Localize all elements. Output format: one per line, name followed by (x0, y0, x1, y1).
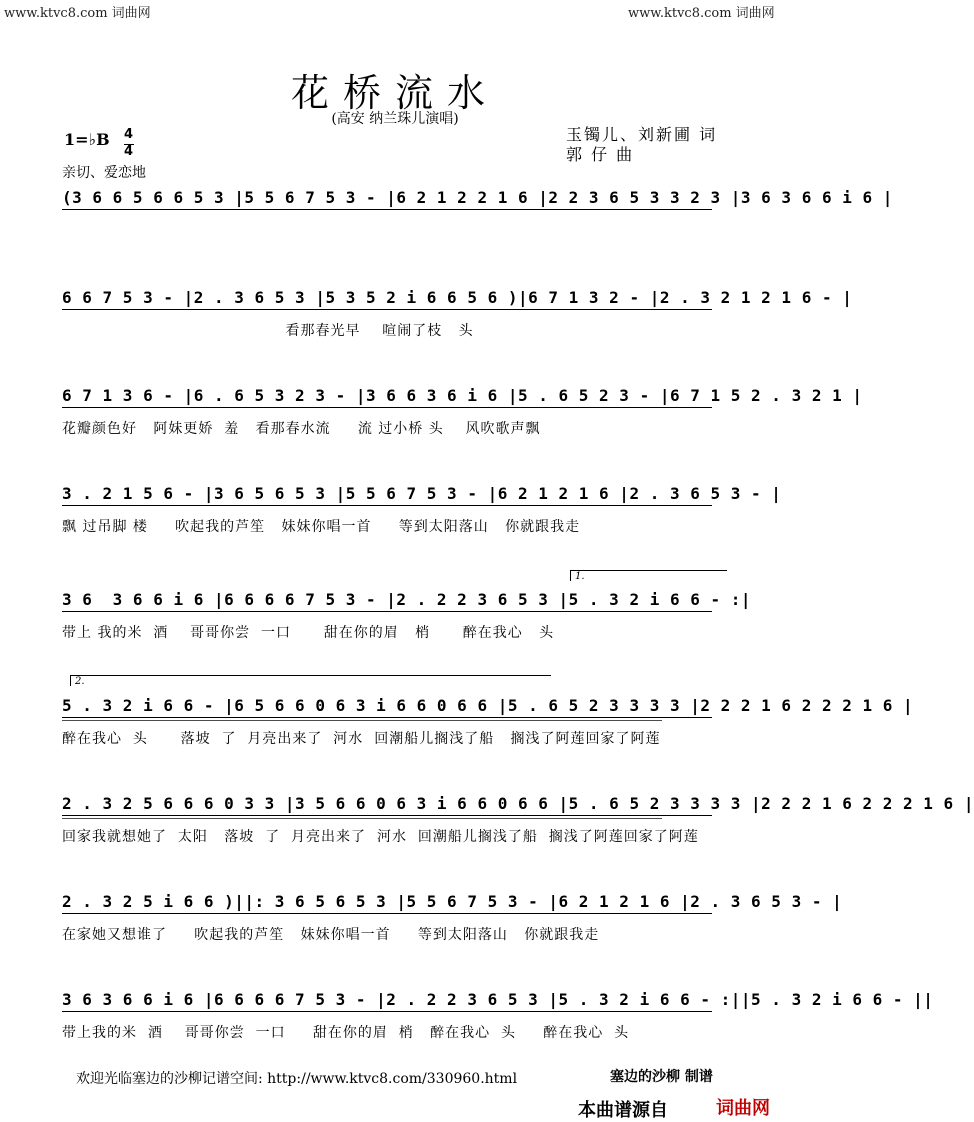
volta-second-number: 2. (75, 676, 85, 687)
notation-line: 6 6 7 5 3 - |2 . 3 6 5 3 |5 3 5 2 i 6 6 5 6 )|6 7 1 3 2 - |2 . 3 2 1 2 1 6 - | (62, 288, 853, 307)
beam-line (62, 1011, 712, 1012)
time-signature-bottom: 4 (124, 144, 134, 159)
notation-line: 5 . 3 2 i 6 6 - |6 5 6 6 0 6 3 i 6 6 0 6 6 |5 . 6 5 2 3 3 3 3 |2 2 2 1 6 2 2 2 1 6 | (62, 696, 914, 715)
lyric-line: 花瓣颜色好 阿妹更娇 羞 看那春水流 流 过小桥 头 风吹歌声飘 (62, 421, 541, 437)
lyric-line: 在家她又想谁了 吹起我的芦笙 妹妹你唱一首 等到太阳落山 你就跟我走 (62, 927, 600, 943)
watermark-right: www.ktvc8.com 词曲网 (628, 6, 775, 21)
beam-line (62, 913, 712, 914)
volta-second-ending (70, 675, 551, 686)
notation-line: (3 6 6 5 6 6 5 3 |5 5 6 7 5 3 - |6 2 1 2 2 1 6 |2 2 3 6 5 3 3 2 3 |3 6 3 6 6 i 6 | (62, 188, 893, 207)
beam-line-double (62, 720, 662, 721)
beam-line (62, 815, 712, 816)
notation-line: 3 . 2 1 5 6 - |3 6 5 6 5 3 |5 5 6 7 5 3 - |6 2 1 2 1 6 |2 . 3 6 5 3 - | (62, 484, 782, 503)
subtitle: (高安 纳兰珠儿演唱) (331, 111, 459, 127)
notation-line: 2 . 3 2 5 6 6 6 0 3 3 |3 5 6 6 0 6 3 i 6 6 0 6 6 |5 . 6 5 2 3 3 3 3 |2 2 2 1 6 2 2 2 1 6 | (62, 794, 974, 813)
notation-line: 6 7 1 3 6 - |6 . 6 5 3 2 3 - |3 6 6 3 6 i 6 |5 . 6 5 2 3 - |6 7 1 5 2 . 3 2 1 | (62, 386, 863, 405)
beam-line (62, 611, 712, 612)
lyric-line: 带上我的米 酒 哥哥你尝 一口 甜在你的眉 梢 醉在我心 头 醉在我心 头 (62, 1025, 630, 1041)
notation-line: 3 6 3 6 6 i 6 |6 6 6 6 7 5 3 - |2 . 2 2 3 6 5 3 |5 . 3 2 i 6 6 - :| (62, 590, 752, 609)
watermark-left: www.ktvc8.com 词曲网 (4, 6, 151, 21)
lyricist-credit: 玉镯儿、刘新圃 词 (566, 125, 718, 144)
beam-line (62, 209, 712, 210)
lyric-line: 飘 过吊脚 楼 吹起我的芦笙 妹妹你唱一首 等到太阳落山 你就跟我走 (62, 519, 581, 535)
beam-line (62, 407, 712, 408)
footer-welcome: 欢迎光临塞边的沙柳记谱空间: http://www.ktvc8.com/330960.html (76, 1071, 518, 1087)
page-title: 花桥流水 (290, 71, 499, 115)
composer-credit: 郭 仔 曲 (566, 145, 635, 164)
beam-line (62, 309, 712, 310)
lyric-line: 带上 我的米 酒 哥哥你尝 一口 甜在你的眉 梢 醉在我心 头 (62, 625, 555, 641)
expression-mark: 亲切、爱恋地 (62, 165, 146, 181)
score-maker: 塞边的沙柳 制谱 (610, 1069, 713, 1085)
lyric-line: 回家我就想她了 太阳 落坡 了 月亮出来了 河水 回潮船儿搁浅了船 搁浅了阿莲回家了阿莲 (62, 829, 699, 845)
key-signature: 1=♭B (64, 130, 110, 149)
beam-line (62, 505, 712, 506)
source-label: 本曲谱源自 (578, 1100, 668, 1121)
volta-first-ending (570, 570, 727, 581)
volta-first-number: 1. (575, 571, 585, 582)
lyric-line: 醉在我心 头 落坡 了 月亮出来了 河水 回潮船儿搁浅了船 搁浅了阿莲回家了阿莲 (62, 731, 661, 747)
brand-logo: 词曲网 (716, 1098, 770, 1119)
lyric-line: 看那春光早 喧闹了枝 头 (62, 323, 474, 339)
beam-line (62, 717, 712, 718)
notation-line: 2 . 3 2 5 i 6 6 )||: 3 6 5 6 5 3 |5 5 6 7 5 3 - |6 2 1 2 1 6 |2 . 3 6 5 3 - | (62, 892, 843, 911)
notation-line: 3 6 3 6 6 i 6 |6 6 6 6 7 5 3 - |2 . 2 2 3 6 5 3 |5 . 3 2 i 6 6 - :||5 . 3 2 i 6 6 - || (62, 990, 934, 1009)
time-signature-top: 4 (124, 127, 134, 142)
beam-line-double (62, 818, 662, 819)
